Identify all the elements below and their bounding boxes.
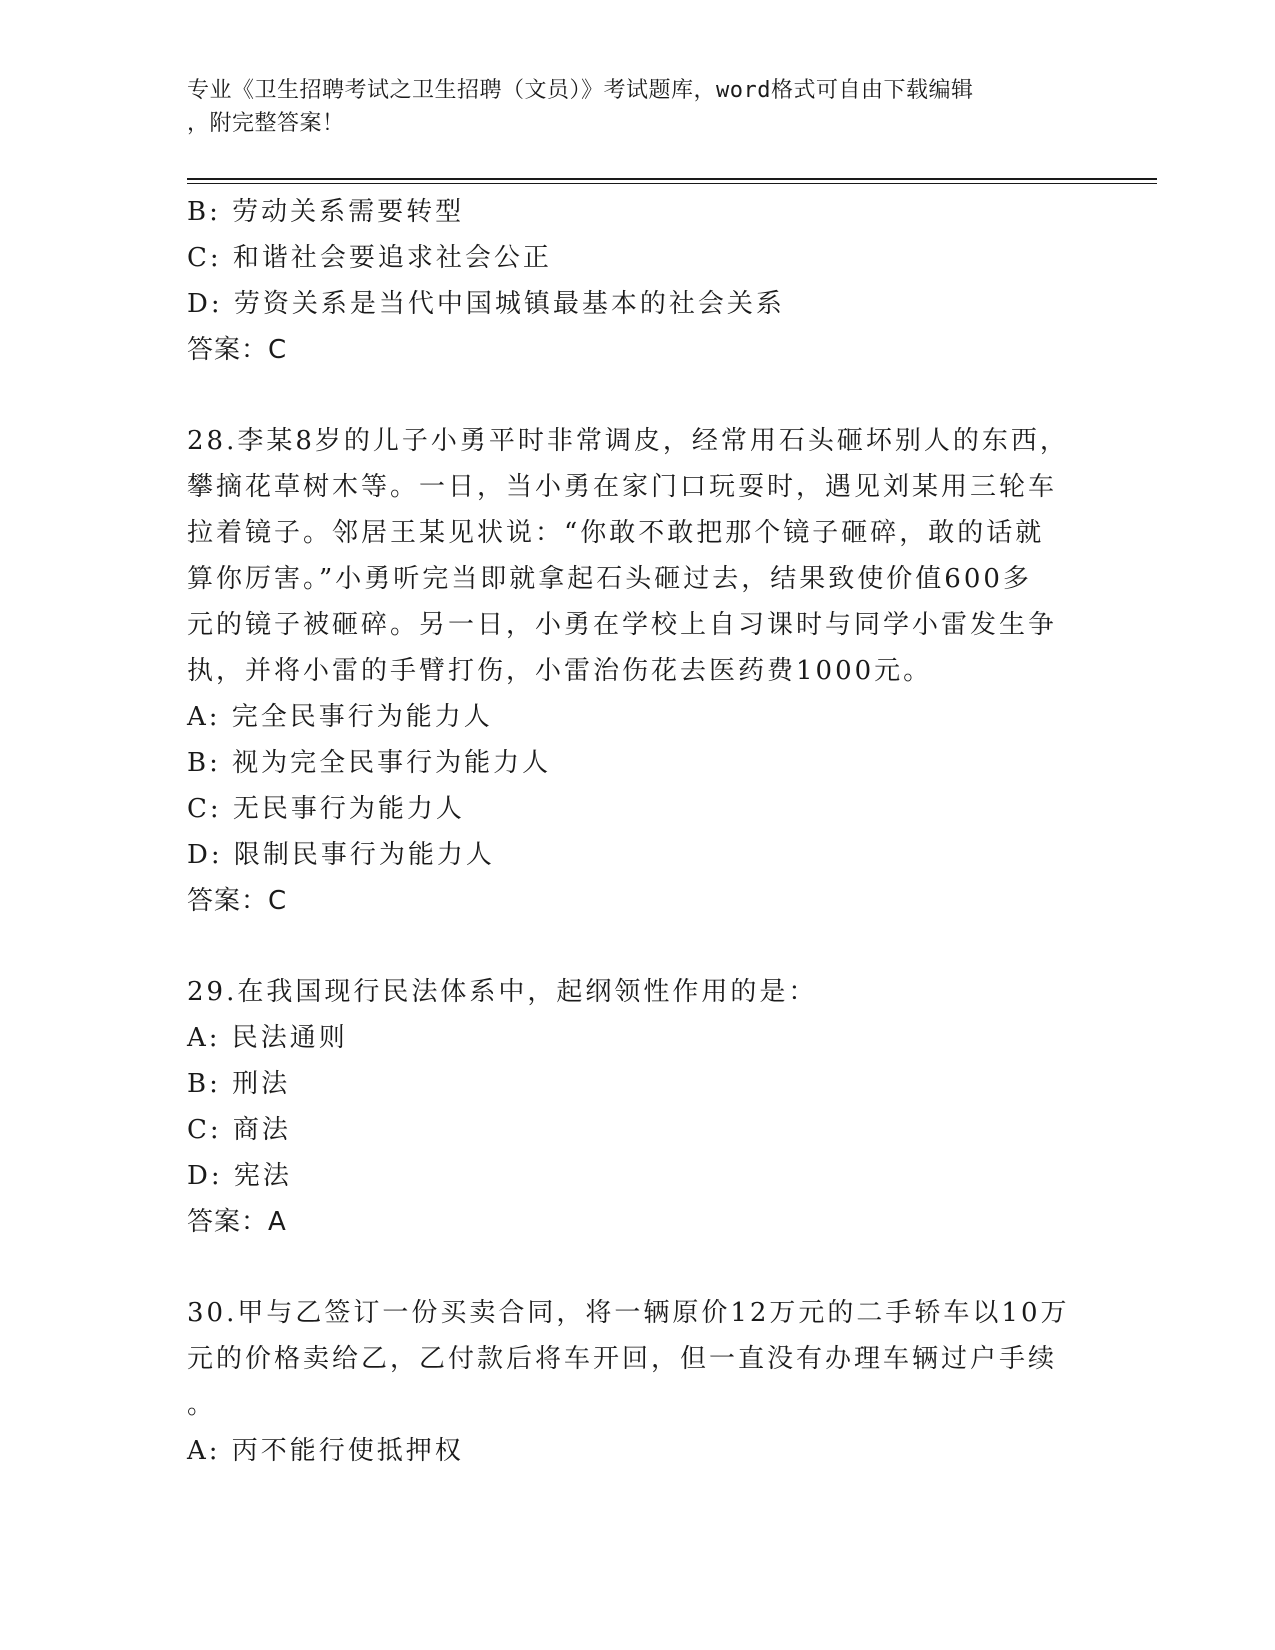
option-c: C: 和谐社会要追求社会公正 xyxy=(187,243,552,273)
option-d: D: 劳资关系是当代中国城镇最基本的社会关系 xyxy=(187,289,785,319)
option-d: D: 宪法 xyxy=(187,1161,292,1191)
question-line: 29.在我国现行民法体系中，起纲领性作用的是： xyxy=(187,977,818,1007)
option-d: D: 限制民事行为能力人 xyxy=(187,840,495,870)
answer-line: 答案：C xyxy=(187,335,288,365)
spacer xyxy=(187,373,1087,418)
document-header xyxy=(187,74,1087,140)
question-line: 拉着镜子。邻居王某见状说：“你敢不敢把那个镜子砸碎，敢的话就 xyxy=(187,518,1045,548)
question-line: 28.李某8岁的儿子小勇平时非常调皮，经常用石头砸坏别人的东西， xyxy=(187,426,1069,456)
header-divider-thin xyxy=(187,183,1157,184)
question-text xyxy=(187,1290,1087,1428)
question-29 xyxy=(187,969,1087,1245)
spacer xyxy=(187,1245,1087,1290)
document-body xyxy=(187,189,1087,1474)
header-divider-thick xyxy=(187,178,1157,180)
option-c: C: 商法 xyxy=(187,1115,291,1145)
option-b: B: 劳动关系需要转型 xyxy=(187,197,465,227)
option-a: A: 完全民事行为能力人 xyxy=(187,702,493,732)
question-line: 算你厉害。”小勇听完当即就拿起石头砸过去，结果致使价值600多 xyxy=(187,564,1032,594)
header-line-1: 专业《卫生招聘考试之卫生招聘（文员）》考试题库，word格式可自由下载编辑 xyxy=(187,78,974,103)
question-line: 元的价格卖给乙，乙付款后将车开回，但一直没有办理车辆过户手续 xyxy=(187,1344,1058,1374)
spacer xyxy=(187,924,1087,969)
question-line: 执，并将小雷的手臂打伤，小雷治伤花去医药费1000元。 xyxy=(187,656,933,686)
question-30 xyxy=(187,1290,1087,1474)
answer-line: 答案：A xyxy=(187,1207,287,1237)
option-a: A: 民法通则 xyxy=(187,1023,348,1053)
option-a: A: 丙不能行使抵押权 xyxy=(187,1436,464,1466)
question-line: 30.甲与乙签订一份买卖合同，将一辆原价12万元的二手轿车以10万 xyxy=(187,1298,1070,1328)
question-line: 。 xyxy=(187,1390,217,1420)
question-text xyxy=(187,418,1087,694)
question-text xyxy=(187,969,1087,1015)
header-line-2: ，附完整答案！ xyxy=(187,111,345,136)
question-28 xyxy=(187,418,1087,924)
question-line: 元的镜子被砸碎。另一日，小勇在学校上自习课时与同学小雷发生争 xyxy=(187,610,1058,640)
option-b: B: 视为完全民事行为能力人 xyxy=(187,748,552,778)
option-b: B: 刑法 xyxy=(187,1069,291,1099)
option-c: C: 无民事行为能力人 xyxy=(187,794,465,824)
answer-line: 答案：C xyxy=(187,886,288,916)
question-line: 攀摘花草树木等。一日，当小勇在家门口玩耍时，遇见刘某用三轮车 xyxy=(187,472,1058,502)
question-27-fragment xyxy=(187,189,1087,373)
